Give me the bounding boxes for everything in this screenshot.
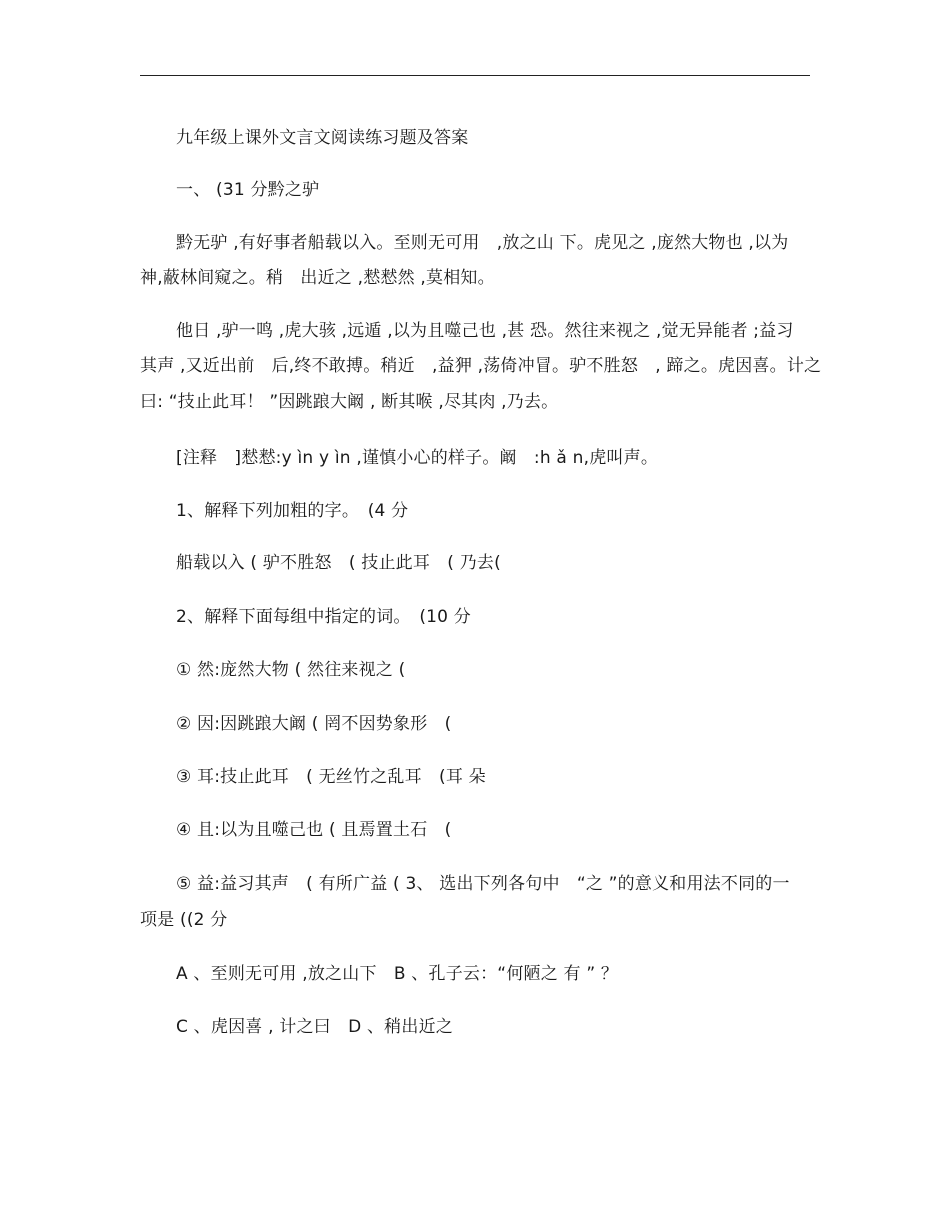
annotation-note: [注释 ]慭慭:y ìn y ìn ,谨慎小心的样子。阚 :h ǎ n,虎叫声。 (176, 448, 659, 468)
question1-items: 船载以入 ( 驴不胜怒 ( 技止此耳 ( 乃去( (176, 553, 501, 573)
question1-prompt: 1、解释下列加粗的字。 (4 分 (176, 501, 409, 521)
paragraph2-line2: 其声 ,又近出前 后,终不敢搏。稍近 ,益狎 ,荡倚冲冒。驴不胜怒 , 蹄之。虎因喜。计之 (140, 356, 822, 376)
paragraph2-line3: 曰: “技止此耳！ ”因跳踉大阚 , 断其喉 ,尽其肉 ,乃去。 (140, 392, 559, 412)
paragraph1-line1: 黔无驴 ,有好事者船载以入。至则无可用 ,放之山 下。虎见之 ,庞然大物也 ,以为 (176, 233, 789, 253)
section-heading: 一、 (31 分黔之驴 (176, 180, 320, 200)
header-rule (140, 75, 810, 76)
document-title: 九年级上课外文言文阅读练习题及答案 (176, 128, 469, 148)
question2-item4: ④ 且:以为且噬己也 ( 且焉置土石 ( (176, 820, 452, 840)
question2-item5-line2: 项是 ((2 分 (140, 910, 228, 930)
paragraph1-line2: 神,蔽林间窥之。稍 出近之 ,慭慭然 ,莫相知。 (140, 268, 495, 288)
question3-options-line2: C 、虎因喜 , 计之曰 D 、稍出近之 (176, 1017, 453, 1037)
question2-item3: ③ 耳:技止此耳 ( 无丝竹之乱耳 (耳 朵 (176, 767, 486, 787)
paragraph2-line1: 他日 ,驴一鸣 ,虎大骇 ,远遁 ,以为且噬己也 ,甚 恐。然往来视之 ,觉无异能者 ;益习 (176, 321, 794, 341)
question2-item5-line1: ⑤ 益:益习其声 ( 有所广益 ( 3、 选出下列各句中 “之 ”的意义和用法不同的一 (176, 874, 790, 894)
question2-item1: ① 然:庞然大物 ( 然往来视之 ( (176, 660, 406, 680)
question2-item2: ② 因:因跳踉大阚 ( 罔不因势象形 ( (176, 714, 452, 734)
question2-prompt: 2、解释下面每组中指定的词。 (10 分 (176, 607, 471, 627)
question3-options-line1: A 、至则无可用 ,放之山下 B 、孔子云：“何陋之 有 ” ？ (176, 964, 619, 984)
